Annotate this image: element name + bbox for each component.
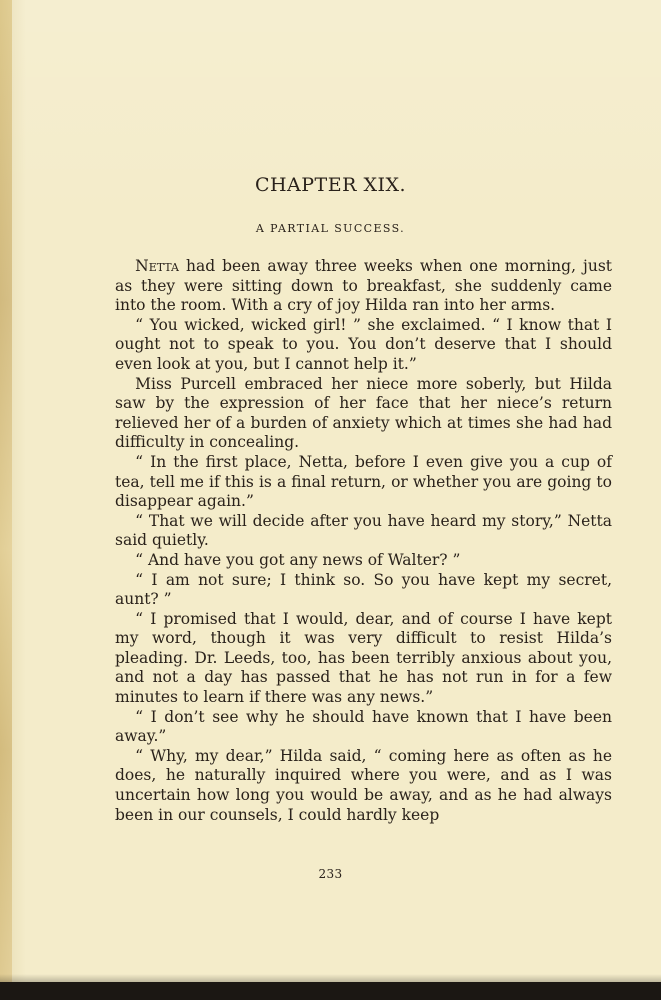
paragraph: “ I promised that I would, dear, and of course I have kept my word, though it was very difficult to resist Hilda’s pleading. Dr. Leeds, too, has been terribly anxious about you, and not a day has passed that he has not run in for a few minutes to learn if there was any news.”	[115, 609, 612, 707]
paragraph: “ Why, my dear,” Hilda said, “ coming here as often as he does, he naturally inquired where you were, and as I was uncertain how long you would be away, and as he had always been in our counsels, I could hardly keep	[115, 746, 612, 824]
paragraph: “ In the first place, Netta, before I even give you a cup of tea, tell me if this is a final return, or whether you are going to disappear again.”	[115, 452, 612, 511]
paragraph: Miss Purcell embraced her niece more soberly, but Hilda saw by the expression of her face that her niece’s return relieved her of a burden of anxiety which at times she had had difficulty in concealing.	[115, 374, 612, 452]
body-text	[115, 257, 612, 825]
page-number: 233	[318, 867, 343, 881]
paragraph: “ That we will decide after you have heard my story,” Netta said quietly.	[115, 511, 612, 550]
paragraph	[115, 257, 612, 316]
chapter-title: CHAPTER XIX.	[254, 174, 407, 196]
paragraph: “ You wicked, wicked girl! ” she exclaimed. “ I know that I ought not to speak to you. You don’t deserve that I should even look at you, but I cannot help it.”	[115, 315, 612, 373]
paragraph: “ I am not sure; I think so. So you have kept my secret, aunt? ”	[115, 570, 612, 609]
page-bottom-edge	[0, 982, 661, 1000]
opening-word: Netta	[135, 257, 179, 275]
paragraph: “ I don’t see why he should have known that I have been away.”	[115, 707, 612, 746]
section-title: A PARTIAL SUCCESS.	[255, 222, 406, 235]
paragraph-text: had been away three weeks when one morning, just as they were sitting down to breakfast, she suddenly came into the room. With a cry of joy Hilda ran into her arms.	[115, 257, 612, 315]
paragraph: “ And have you got any news of Walter? ”	[135, 550, 461, 569]
page-edge-stain	[0, 0, 12, 1000]
page-bottom-shadow	[0, 974, 661, 982]
